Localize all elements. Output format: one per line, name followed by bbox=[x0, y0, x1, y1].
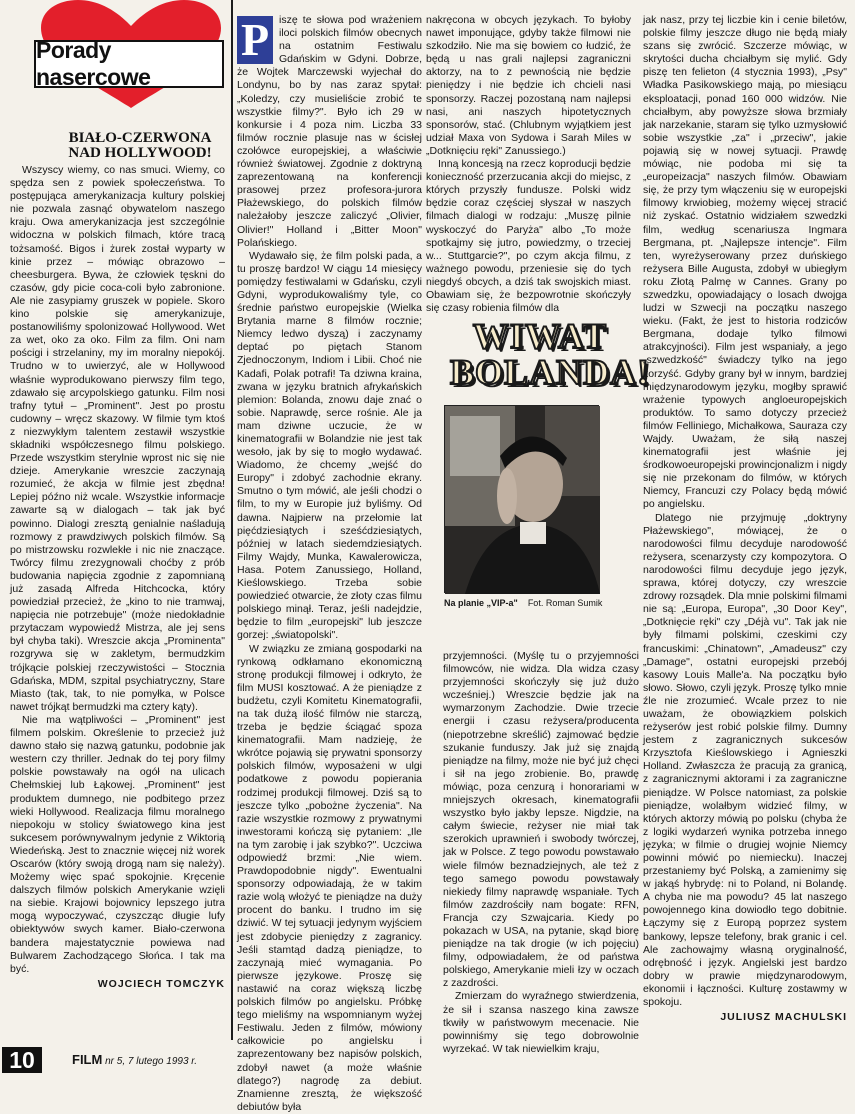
paragraph: Wszyscy wiemy, co nas smuci. Wiemy, co spędza sen z powiek społeczeństwa. To postępująca amerykanizacja kultury polskiej nie pozwala zasnąć obywatelom naszego kraju. Owa amerykanizacja jest szczególnie widoczna w polskich filmach, które tracą tożsamość. Bigos i żurek został wyparty w kinie przez – mówiąc obrazowo – cheesburgera. Bywa, że człowiek tęskni do czasów, gdy picie coca-coli było zabronione. Ale nie zasypiamy gruszek w popiele. Skoro kino polskie się amerykanizuje, postanowiliśmy spolonizować Hollywood. Wet za wet, oko za oko. Film za film. Oni nam pościgi i strzelaniny, my im moralny niepokój. Trudno w to uwierzyć, ale w Hollywood właśnie wyprodukowano pierwszy film tego, zdawało się arcypolskiego gatunku. Film nosi trafny tytuł – „Prominent". Jest po prostu cudowny – wręcz skazowy. W filmie tym ktoś z niezwykłym talentem zestawił wszystkie składniki współczesnego filmu polskiego. Przede wszystkim sterylnie wprost nic się nie dzieje. Amerykanie wreszcie zaczynają rozumieć, że akcja w filmie jest zbędna! Lepiej późno niż wcale. Wszystkie informacje zawarte są w dialogach – tak jak być powinno. Dialogi zresztą genialnie naśladują rozmowy z prawdziwych polskich filmów. Są po mistrzowsku rozwlekłe i nic nie znaczące. Twórcy filmu zrezygnowali choćby z prób budowania napięcia zgodnie z zapomnianą już zasadą Alfreda Hitchcocka, który powiedział przecież, że „kino to nie tramwaj, napięcia nie potrzebuje" (może niedokładnie przytaczam wypowiedź Mistrza, ale jej sens był chyba taki). Wreszcie akcja „Prominenta" rozgrywa się w zakletym, bermudzkim trójkącie polskiej rzeczywistości – Stocznia Gdańska, MDM, szpital psychiatryczny, Stare Miasto (tak, tak, to nie pomyłka, w Polsce nawet trójkąt bermudzki ma cztery kąty). bbox=[10, 164, 225, 713]
paragraph: Nie ma wątpliwości – „Prominent" jest filmem polskim. Określenie to przecież już dawno stało się nazwą gatunku, podobnie jak western czy thriller. Jednak do tej pory filmy polskie powstawały na ogół na ulicach Chełmskiej lub Łąkowej. „Prominent" jest produktem dumnego, nie podbitego przez wieki Hollywood. Realizacja filmu moralnego niepokoju w stolicy światowego kina jest sukcesem porównywalnym jedynie z Wiktorią Wiedeńską. Jest to znacznie więcej niż worek Oscarów (który swoją drogą nam się należy). Możemy więc spać spokojnie. Kręcenie dalszych filmów polskich Amerykanie wzięli na siebie. Krajowi bojownicy lepszego jutra mogą wypoczywać, czyszcząc długie lufy obiektywów swych kamer. Biało-czerwona bandera majestatycznie powiewa nad Bulwarem Zachodzącego Słońca. I tak ma być. bbox=[10, 713, 225, 975]
article-2-column-2 bbox=[426, 14, 631, 315]
paragraph: jak nasz, przy tej liczbie kin i cenie biletów, polskie filmy jeszcze długo nie będą miały szans się zwrócić. Szczerze mówiąc, w skrytości ducha chciałbym się mylić. Gdy piszę ten felieton (4 stycznia 1993), „Psy" Władka Pasikowskiego mają, po miesiącu eksploatacji, ponad 160 000 widzów. Nie chciałbym, aby powyższe słowa brzmiały jak narzekanie, staram się tylko uzmysłowić sobie wszystkie „za" i „przeciw", jakie pojawią się w nowej sytuacji. Prawdę mówiąc, nie podoba mi się ta „europeizacja" naszych filmów. Obawiam się, że przy tym włączeniu się w europejski filmowy krwiobieg, możemy więcej stracić niż zyskać. Ostatnio widziałem szwedzki film, według scenariusza Ingmara Bergmana, pt. „Najlepsze intencje". Film ten, wyreżyserowany przez duńskiego reżysera Bille Augusta, zdobył w ubiegłym roku Złotą Palmę w Cannes. Grany po szwedzku, opowiadający o losach dwojga ludzi w Szwecji na początku naszego wieku. (Fakt, że jest to historia rodziców Bergmana, dodaje tylko filmowi atrakcyjności). Film jest wspaniały, a jego „szwedzkość" świadczy tylko na jego korzyść. Gdyby grany był w innym, bardziej międzynarodowym języku, mogłby sprawić wrażenie typowych angloeuropejskich produktów. To samo dotyczy przecież filmów Felliniego, Michałkowa, Sauraza czy Wajdy. Uważam, że siłą naszej kinematografii jest właśnie jej środkowoeuropejski prowincjonalizm i nigdy się nie przekonam do filmów, w których Niemcy, Francuzi czy Polacy będą mówić po angielsku. bbox=[643, 14, 847, 511]
photo bbox=[444, 405, 599, 593]
paragraph: Wydawało się, że film polski pada, a tu proszę bardzo! W ciągu 14 miesięcy pomiędzy festiwalami w Gdańsku, czyli Gdyni, wyprodukowaliśmy tyle, co średnie państwo europejskie (Wielka Brytania marne 8 filmów rocznie; Niemcy ledwo dyszą) i zaczynamy deptać po piętach Stanom Zjednoczonym, Indiom i Libii. Choć nie Kadafi, Polak potrafi! Ta dziwna kraina, zwana w języku bratnich afrykańskich plemion: Bolanda, znowu daje znać o sobie. Naprawdę, serce rośnie. Ale ja mam dziwne uczucie, że w kinematografii w Bolandzie nie jest tak wesoło, jak by się to mogło wydawać. Wiadomo, że chcemy „wejść do Europy" i zdobyć zachodnie ekrany. Smutno o tym mówić, ale jeśli chodzi o film, to my w Europie już byliśmy. Od dawna. Najpierw na przełomie lat pięćdziesiątych i sześćdziesiątych, później w latach siedemdziesiątych. Filmy Wajdy, Munka, Kawalerowicza, Hasa. Potem Zanussiego, Holland, Kieślowskiego. Trzeba sobie powiedzieć otwarcie, że złoty czas filmu polskiego minął. Teraz, jeśli nadejdzie, będzie to film „europejski" lub jeszcze gorzej: „światopolski". bbox=[237, 249, 422, 642]
title-graphic: WIWAT BOLANDA! bbox=[450, 316, 651, 392]
headline-line-1: BIAŁO-CZERWONA bbox=[68, 130, 212, 146]
column-divider bbox=[231, 0, 233, 1040]
paragraph: nakręcona w obcych językach. To byłoby nawet imponujące, gdyby także filmowi nie szkodziło. Nie ma się bowiem co łudzić, że będą u nas grali najlepsi zagraniczni aktorzy, na to z pewnością nie będzie pieniędzy i nie będzie ich chcieli nasi sponsorzy. Raczej pozostaną nam najlepsi nasi, ani naszych hipotetycznych sponsorów, stać. (Chlubnym wyjątkiem jest udział Maxa von Sydowa i Sarah Miles w „Dotknięciu ręki" Zanussiego.) bbox=[426, 14, 631, 157]
paragraph: przyjemności. (Myślę tu o przyjemności filmowców, nie widza. Dla widza czasy przyjemności skończyły się już dużo wcześniej.) Wreszcie będzie jak na wymarzonym Zachodzie. Dwie trzecie energii i czasu reżysera/producenta (niepotrzebne skreślić) zajmować będzie szukanie funduszy. Jak już się znajdą pieniądze na filmy, może nie być już chęci i sił na jego zrobienie. Bo, prawdę mówiąc, poza cenzurą i honorariami w mniejszych okresach, kinematografii wszystko było jakby lepsze. Nigdzie, na całym świecie, reżyser nie miał tak szerokich uprawnień i swobody twórczej, jak w Polsce. Z tego powodu powstawało wiele filmów beznadziejnych, ale też z tego samego powodu powstawały niekiedy filmy naprawdę wspaniałe. Tych filmów zazdrościły nam bogate: RFN, Francja czy Szwajcaria. Kiedy po pokazach w USA, na pytanie, skąd biorę pieniądze na tak drogie (w ich pojęciu) filmy, odpowiadałem, że od państwa polskiego, Amerykanie mieli łzy w oczach z zazdrości. bbox=[443, 650, 639, 990]
headline-line-2: NAD HOLLYWOOD! bbox=[68, 145, 212, 161]
paragraph: iszę te słowa pod wrażeniem iloci polskich filmów obecnych na ostatnim Festiwalu Gdańskim w Gdyni. Dobrze, że Wojtek Marczewski wyjechał do Londynu, bo by nas zaraz spytał: „Koledzy, czy musieliście zrobić te wszystkie filmy?". Było ich 29 w konkursie i 4 poza nim. Liczba 33 filmów rocznie plasuje nas w ścisłej czołówce europejskiej, a właściwie również światowej. Zgodnie z doktryną zaprezentowaną na konferencji prasowej przez profesora-jurora Płażewskiego, do polskich filmów należałoby jeszcze zaliczyć „Olivier, Olivier!" Holland i „Bitter Moon" Polańskiego. bbox=[237, 14, 422, 249]
article-2-column-1 bbox=[237, 14, 422, 1113]
magazine-name: FILM bbox=[72, 1052, 103, 1067]
article-headline bbox=[60, 131, 220, 161]
column-logo-label: Porady nasercowe bbox=[34, 40, 224, 88]
footer-masthead bbox=[72, 1052, 197, 1067]
paragraph: Zmierzam do wyraźnego stwierdzenia, że sił i szansa naszego kina zawsze tkwiły w państwowym mecenacie. Nie powinniśmy się tego dobrowolnie wyrzekać. W tak niewielkim kraju, bbox=[443, 990, 639, 1055]
article-2-column-3 bbox=[643, 14, 847, 1024]
article-1-body bbox=[10, 164, 225, 1030]
portrait-image bbox=[445, 406, 600, 594]
issue-info: nr 5, 7 lutego 1993 r. bbox=[105, 1056, 198, 1067]
paragraph: Dlatego nie przyjmuję „doktryny Płażewskiego", mówiącej, że o narodowości filmu decyduje narodowość reżysera, scenarzysty czy kompozytora. O narodowości filmu decyduje jego język, sprawa, której dotyczy, czy wreszcie zdrowy rozsądek. Dla mnie polskimi filmami nie są: „Europa, Europa", „30 Door Key", „Dotknięcie ręki" czy „Déjà vu". Tak jak nie były filmami polskimi, czeskimi czy francuskimi: „Chinatown", „Amadeusz" czy „Damage", ostatni europejski przebój kasowy Louis Malle'a. Na początku było słowo. Słowo, czyli język. Proszę tylko mnie źle nie zrozumieć. Wcale przez to nie uważam, że obowiązkiem polskich reżyserów jest robić polskie filmy. Dumny jestem z zagranicznych sukcesów Krzysztofa Kieślowskiego i Agnieszki Holland. Zwłaszcza że pracują za granicą, z zagranicznymi aktorami i za zagraniczne pieniądze. W Polsce natomiast, za polskie pieniądze, wolałbym widzieć filmy, w których aktorzy mówią po polsku (chyba że z logiki wydarzeń wynika potrzeba innego języka; w filmie o drugiej wojnie Niemcy powinni mówić po niemiecku). Inaczej przestaniemy być Polską, a zamienimy się w jakąś hybrydę: ni to Poland, ni Bolandę. A chyba nie ma powodu? 45 lat naszego powojennego kina dowiodło tego dobitnie. Łączymy się z Europą poprzez system bankowy, lepsze telefony, brak granic i cel. Ale zachowajmy własną oryginalność, odrębność i język. Angielski jest bardzo dobry w prawie międzynarodowym, ekonomii i łączności. Kulturę zostawmy w spokoju. bbox=[643, 511, 847, 1009]
photo-caption bbox=[444, 598, 604, 608]
article-2-column-2-continued bbox=[443, 650, 639, 1055]
author-signature: JULIUSZ MACHULSKI bbox=[720, 1011, 847, 1024]
drop-cap: P bbox=[237, 16, 273, 64]
caption-credit: Fot. Roman Sumik bbox=[527, 598, 603, 608]
caption-title: Na planie „VIP-a" bbox=[444, 598, 518, 608]
author-signature: WOJCIECH TOMCZYK bbox=[97, 977, 225, 990]
page-number: 10 bbox=[2, 1047, 42, 1073]
paragraph: Inną koncesją na rzecz koproducji będzie konieczność przerzucania akcji do miejsc, z których przyszły fundusze. Polski widz będzie coraz częściej słyszał w naszych filmach dialogi w rodzaju: „Muszę pilnie wyskoczyć do Paryża" albo „To może spotkajmy się jutro, powiedzmy, o trzeciej w... Stuttgarcie?", po czym akcja filmu, z ważnego powodu, przeniesie się do tych niegdyś obcych, a dziś tak swojskich miast. Obawiam się, że bezpowrotnie skończyły się czasy robienia filmów dla bbox=[426, 158, 631, 315]
paragraph: W związku ze zmianą gospodarki na rynkową odkłamano ekonomiczną stronę produkcji filmowej i odkryto, że film MUSI kosztować. A że pieniądze z budżetu, czyli Komitetu Kinematografii, na tak dużą ilość filmów nie starczą, trzeba je będzie ściągać spoza kinematografii. Mam nadzieję, że wkrótce pojawią się prywatni sponsorzy polskich filmów, wyposażeni w ulgi podatkowe z powodu popierania rodzimej produkcji filmowej. Dziś są to jeszcze tylko „pobożne życzenia". Na razie wszystkie rozmowy z prywatnymi inwestorami kończą się pytaniem: „Ile na tym zarobię i jak szybko?". Uczciwa odpowiedź brzmi: „Nie wiem. Prawdopodobnie nigdy". Ewentualni sponsorzy odpowiadają, że w takim razie wolą włożyć te pieniądze na duży procent do banku. I trudno im się dziwić. W tej sytuacji jedynym wyjściem jest zdobycie pieniędzy z zagranicy. Jeśli stamtąd dadzą pieniądze, to zaczynają mieć wymagania. Po pierwsze językowe. Proszę się nastawić na coraz większą liczbę polskich filmów po angielsku. Próbkę tego mieliśmy na wspomnianym wyżej Festiwalu. Jeden z filmów, mówiony całkowicie po angielsku i zaprezentowany bez napisów polskich, zdobył nawet (a może właśnie dlatego?) nagrodę za debiut. Znamienne zresztą, że większość debiutów była bbox=[237, 642, 422, 1113]
